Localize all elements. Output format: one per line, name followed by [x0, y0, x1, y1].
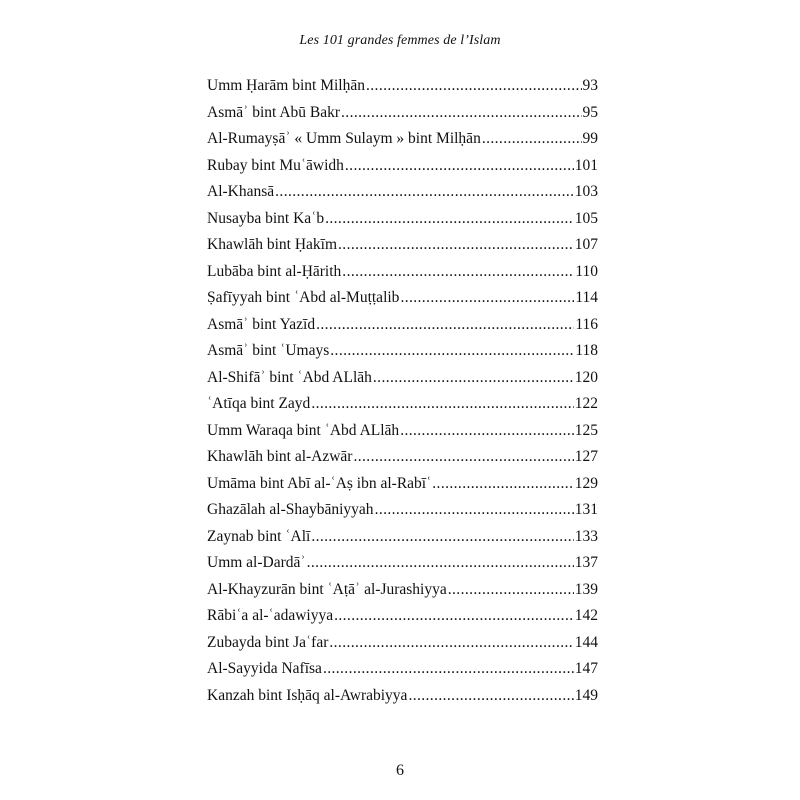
toc-entry-page: 133	[574, 527, 598, 545]
toc-entry-title: Al-Khayzurān bint ʿAṭāʾ al-Jurashiyya	[207, 580, 447, 598]
toc-entry	[207, 683, 598, 710]
toc-entry-page: 107	[574, 236, 598, 253]
toc-entry	[207, 630, 598, 657]
page-number: 6	[396, 762, 404, 779]
toc-entry-title: Ghazālah al-Shaybāniyyah	[207, 501, 374, 518]
toc-entry-page: 122	[574, 395, 598, 412]
toc-entry	[207, 497, 598, 524]
dot-leader	[373, 365, 574, 392]
dot-leader	[307, 550, 574, 577]
toc-entry-page: 139	[574, 580, 598, 598]
toc-entry-title: Al-Rumayṣāʾ « Umm Sulaym » bint Milḥān	[207, 130, 481, 147]
toc-entry	[207, 73, 598, 100]
dot-leader	[353, 444, 573, 471]
toc-entry-title: Asmāʾ bint Abū Bakr	[207, 103, 341, 121]
toc-entry-page: 127	[574, 448, 598, 465]
toc-entry-page: 95	[582, 103, 598, 121]
toc-entry-title: Umāma bint Abī al-ʿAṣ ibn al-Rabīʿ	[207, 474, 432, 492]
dot-leader	[275, 179, 574, 206]
toc-entry	[207, 259, 598, 286]
toc-entry-page: 131	[574, 501, 598, 518]
toc-entry-page: 137	[574, 554, 598, 571]
toc-entry	[207, 365, 598, 392]
dot-leader	[330, 338, 574, 365]
dot-leader	[482, 126, 582, 153]
toc-entry-page: 125	[574, 421, 598, 439]
dot-leader	[338, 232, 574, 259]
dot-leader	[375, 497, 574, 524]
toc-entry-title: Zubayda bint Jaʿfar	[207, 633, 329, 651]
dot-leader	[342, 259, 574, 286]
toc-entry-page: 93	[582, 77, 598, 94]
toc-entry-title: Khawlāh bint al-Azwār	[207, 448, 353, 465]
dot-leader	[311, 391, 573, 418]
dot-leader	[400, 285, 574, 312]
dot-leader	[341, 100, 581, 127]
toc-entry-page: 120	[574, 368, 598, 386]
toc-entry	[207, 656, 598, 683]
toc-entry	[207, 524, 598, 551]
toc-entry-page: 144	[574, 633, 598, 651]
toc-entry-page: 101	[574, 156, 598, 174]
dot-leader	[366, 73, 582, 100]
table-of-contents	[207, 73, 598, 709]
toc-entry-page: 116	[575, 315, 598, 333]
dot-leader	[311, 524, 573, 551]
toc-entry-page: 114	[575, 289, 598, 306]
toc-entry-title: Umm Waraqa bint ʿAbd ALlāh	[207, 421, 400, 439]
toc-entry-title: Umm Ḥarām bint Milḥān	[207, 77, 365, 94]
toc-entry-title: Rābiʿa al-ʿadawiyya	[207, 607, 334, 624]
toc-entry	[207, 100, 598, 127]
toc-entry	[207, 232, 598, 259]
toc-entry-title: Ṣafīyyah bint ʿAbd al-Muṭṭalib	[207, 289, 400, 306]
toc-entry-title: Khawlāh bint Ḥakīm	[207, 236, 338, 253]
toc-entry	[207, 338, 598, 365]
toc-entry	[207, 550, 598, 577]
toc-entry-title: Rubay bint Muʿāwidh	[207, 156, 344, 174]
dot-leader	[400, 418, 574, 445]
dot-leader	[345, 153, 574, 180]
toc-entry	[207, 126, 598, 153]
toc-entry-title: Kanzah bint Isḥāq al-Awrabiyya	[207, 686, 408, 704]
dot-leader	[408, 683, 573, 710]
toc-entry-title: Al-Shifāʾ bint ʿAbd ALlāh	[207, 368, 372, 386]
toc-entry-page: 147	[574, 660, 598, 677]
dot-leader	[323, 656, 574, 683]
toc-entry-title: Zaynab bint ʿAlī	[207, 527, 311, 545]
dot-leader	[325, 206, 574, 233]
toc-entry-title: Asmāʾ bint Yazīd	[207, 315, 316, 333]
toc-entry	[207, 471, 598, 498]
toc-entry	[207, 391, 598, 418]
toc-entry-page: 99	[582, 130, 598, 147]
dot-leader	[432, 471, 573, 498]
toc-entry	[207, 285, 598, 312]
toc-entry	[207, 206, 598, 233]
toc-entry-title: Al-Sayyida Nafīsa	[207, 660, 322, 677]
toc-entry-page: 149	[574, 686, 598, 704]
toc-entry-title: Al-Khansā	[207, 183, 275, 200]
toc-entry	[207, 577, 598, 604]
toc-entry-title: Asmāʾ bint ʿUmays	[207, 342, 330, 359]
toc-entry-title: Nusayba bint Kaʿb	[207, 209, 325, 227]
toc-entry-page: 129	[574, 474, 598, 492]
dot-leader	[329, 630, 573, 657]
toc-entry-page: 118	[575, 342, 598, 359]
toc-entry-title: Umm al-Dardāʾ	[207, 554, 306, 571]
toc-entry	[207, 179, 598, 206]
toc-entry	[207, 418, 598, 445]
toc-entry-title: Lubāba bint al-Ḥārith	[207, 262, 342, 280]
toc-entry	[207, 312, 598, 339]
toc-entry-page: 110	[575, 262, 598, 280]
dot-leader	[448, 577, 574, 604]
toc-entry-page: 105	[574, 209, 598, 227]
toc-entry-title: ʿAtīqa bint Zayd	[207, 395, 311, 412]
running-header: Les 101 grandes femmes de l’Islam	[299, 33, 501, 48]
dot-leader	[334, 603, 574, 630]
toc-entry	[207, 444, 598, 471]
toc-entry-page: 142	[574, 607, 598, 624]
toc-entry	[207, 603, 598, 630]
toc-entry-page: 103	[574, 183, 598, 200]
dot-leader	[316, 312, 574, 339]
toc-entry	[207, 153, 598, 180]
